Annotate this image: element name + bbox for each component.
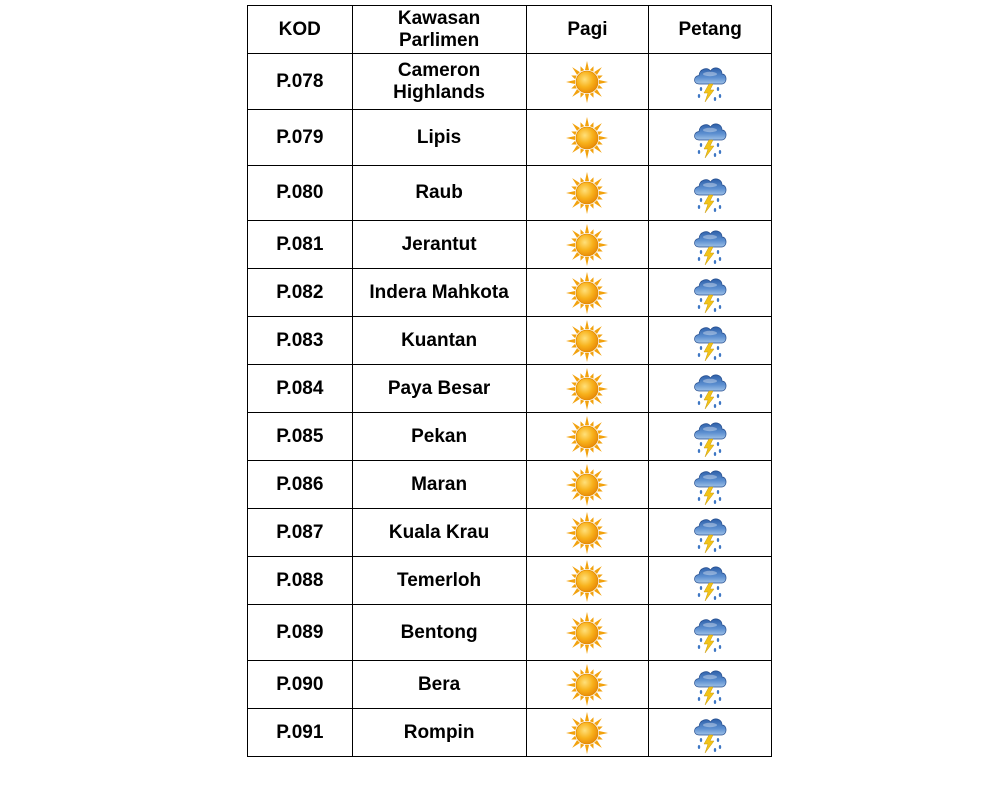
- cell-petang: [649, 661, 772, 709]
- thunderstorm-icon: [690, 271, 730, 315]
- table-row: [248, 661, 772, 709]
- cell-pagi: [526, 413, 649, 461]
- cell-pagi: [526, 605, 649, 661]
- cell-petang: [649, 166, 772, 221]
- cell-petang: [649, 509, 772, 557]
- cell-kawasan: [352, 557, 526, 605]
- header-kawasan-label: Kawasan Parlimen: [397, 7, 481, 51]
- cell-kawasan: [352, 365, 526, 413]
- cell-petang: [649, 557, 772, 605]
- cell-kawasan-label: Temerloh: [397, 569, 482, 591]
- cell-kod: P.089: [248, 605, 353, 661]
- table-body: [248, 54, 772, 757]
- thunderstorm-icon: [690, 663, 730, 707]
- sun-icon: [565, 223, 609, 267]
- cell-kod: P.083: [248, 317, 353, 365]
- sun-icon: [565, 611, 609, 655]
- table-row: [248, 166, 772, 221]
- cell-kod: P.091: [248, 709, 353, 757]
- sun-icon: [565, 60, 609, 104]
- cell-kod: P.086: [248, 461, 353, 509]
- cell-petang: [649, 461, 772, 509]
- cell-pagi: [526, 709, 649, 757]
- cell-kawasan-label: Paya Besar: [387, 377, 491, 399]
- cell-kawasan: [352, 166, 526, 221]
- table-row: [248, 110, 772, 166]
- table-row: [248, 317, 772, 365]
- cell-petang: [649, 413, 772, 461]
- table-row: [248, 461, 772, 509]
- cell-pagi: [526, 365, 649, 413]
- cell-pagi: [526, 461, 649, 509]
- cell-kod: P.088: [248, 557, 353, 605]
- cell-kod: P.081: [248, 221, 353, 269]
- cell-kawasan-label: Lipis: [416, 126, 462, 148]
- cell-kod: P.079: [248, 110, 353, 166]
- cell-pagi: [526, 557, 649, 605]
- cell-kawasan-label: Bera: [417, 673, 461, 695]
- thunderstorm-icon: [690, 711, 730, 755]
- thunderstorm-icon: [690, 463, 730, 507]
- header-petang: Petang: [649, 6, 772, 54]
- table-row: [248, 365, 772, 413]
- thunderstorm-icon: [690, 171, 730, 215]
- cell-pagi: [526, 110, 649, 166]
- cell-kod: P.078: [248, 54, 353, 110]
- thunderstorm-icon: [690, 319, 730, 363]
- sun-icon: [565, 711, 609, 755]
- cell-petang: [649, 54, 772, 110]
- cell-kod: P.080: [248, 166, 353, 221]
- cell-petang: [649, 605, 772, 661]
- cell-kawasan: [352, 461, 526, 509]
- thunderstorm-icon: [690, 60, 730, 104]
- sun-icon: [565, 319, 609, 363]
- sun-icon: [565, 559, 609, 603]
- cell-pagi: [526, 317, 649, 365]
- cell-kawasan-label: Kuala Krau: [388, 521, 490, 543]
- sun-icon: [565, 367, 609, 411]
- cell-pagi: [526, 166, 649, 221]
- table-row: [248, 557, 772, 605]
- sun-icon: [565, 271, 609, 315]
- thunderstorm-icon: [690, 367, 730, 411]
- cell-kawasan: [352, 54, 526, 110]
- table-row: [248, 605, 772, 661]
- sun-icon: [565, 171, 609, 215]
- cell-kawasan: [352, 413, 526, 461]
- cell-petang: [649, 709, 772, 757]
- header-row: [248, 6, 772, 54]
- cell-kawasan-label: Rompin: [403, 721, 475, 743]
- cell-petang: [649, 269, 772, 317]
- cell-petang: [649, 317, 772, 365]
- sun-icon: [565, 116, 609, 160]
- cell-pagi: [526, 661, 649, 709]
- cell-kod: P.084: [248, 365, 353, 413]
- sun-icon: [565, 463, 609, 507]
- cell-kawasan: [352, 269, 526, 317]
- table-row: [248, 54, 772, 110]
- cell-kawasan: [352, 221, 526, 269]
- cell-kawasan: [352, 605, 526, 661]
- table-row: [248, 413, 772, 461]
- table-row: [248, 709, 772, 757]
- header-pagi: Pagi: [526, 6, 649, 54]
- cell-pagi: [526, 221, 649, 269]
- cell-pagi: [526, 509, 649, 557]
- sun-icon: [565, 511, 609, 555]
- header-kawasan: [352, 6, 526, 54]
- thunderstorm-icon: [690, 223, 730, 267]
- thunderstorm-icon: [690, 511, 730, 555]
- forecast-table: [247, 5, 772, 757]
- cell-pagi: [526, 54, 649, 110]
- cell-kod: P.085: [248, 413, 353, 461]
- cell-kawasan: [352, 509, 526, 557]
- thunderstorm-icon: [690, 116, 730, 160]
- cell-petang: [649, 110, 772, 166]
- sun-icon: [565, 663, 609, 707]
- thunderstorm-icon: [690, 611, 730, 655]
- cell-kawasan-label: Bentong: [400, 621, 478, 643]
- sun-icon: [565, 415, 609, 459]
- cell-kawasan-label: Indera Mahkota: [369, 281, 509, 303]
- cell-kod: P.082: [248, 269, 353, 317]
- cell-kawasan-label: Cameron Highlands: [393, 59, 485, 103]
- cell-kawasan: [352, 661, 526, 709]
- cell-kod: P.087: [248, 509, 353, 557]
- cell-kawasan-label: Raub: [415, 182, 463, 203]
- cell-kawasan: [352, 110, 526, 166]
- cell-kawasan: [352, 709, 526, 757]
- cell-kawasan-label: Jerantut: [401, 233, 477, 255]
- cell-petang: [649, 365, 772, 413]
- table-row: [248, 269, 772, 317]
- thunderstorm-icon: [690, 415, 730, 459]
- table-row: [248, 509, 772, 557]
- cell-kawasan-label: Kuantan: [401, 329, 478, 351]
- header-kod: KOD: [248, 6, 353, 54]
- cell-kawasan-label: Pekan: [411, 425, 468, 447]
- cell-petang: [649, 221, 772, 269]
- thunderstorm-icon: [690, 559, 730, 603]
- cell-kawasan-label: Maran: [411, 473, 468, 495]
- cell-pagi: [526, 269, 649, 317]
- table-row: [248, 221, 772, 269]
- cell-kod: P.090: [248, 661, 353, 709]
- cell-kawasan: [352, 317, 526, 365]
